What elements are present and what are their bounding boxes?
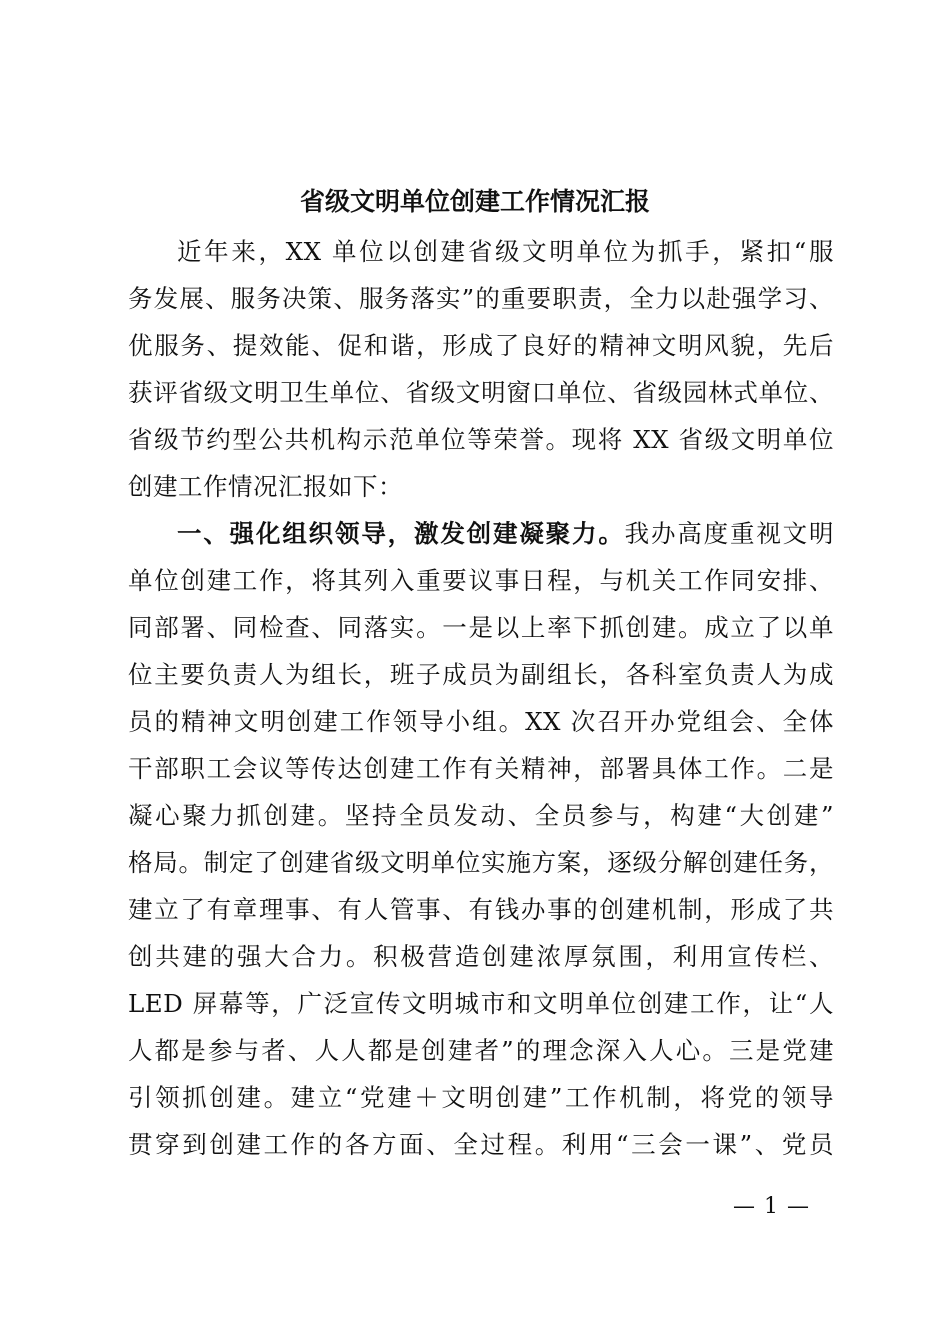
section-heading: 一、强化组织领导，激发创建凝聚力。 bbox=[177, 519, 625, 548]
paragraph-line: 凝心聚力抓创建。坚持全员发动、全员参与，构建“大创建” bbox=[128, 801, 834, 830]
paragraph-line: 创共建的强大合力。积极营造创建浓厚氛围，利用宣传栏、 bbox=[128, 942, 834, 971]
paragraph-line: 员的精神文明创建工作领导小组。XX 次召开办党组会、全体 bbox=[128, 707, 834, 736]
document-title: 省级文明单位创建工作情况汇报 bbox=[299, 187, 650, 216]
paragraph-line: 获评省级文明卫生单位、省级文明窗口单位、省级园林式单位、 bbox=[128, 378, 834, 407]
paragraph-line: 同部署、同检查、同落实。一是以上率下抓创建。成立了以单 bbox=[128, 613, 834, 642]
section-heading-line bbox=[128, 510, 834, 557]
paragraph-line: 省级节约型公共机构示范单位等荣誉。现将 XX 省级文明单位 bbox=[128, 425, 834, 454]
paragraph-line: 优服务、提效能、促和谐，形成了良好的精神文明风貌，先后 bbox=[128, 331, 834, 360]
paragraph-line: 务发展、服务决策、服务落实”的重要职责，全力以赴强学习、 bbox=[128, 284, 834, 313]
paragraph-line: 近年来，XX 单位以创建省级文明单位为抓手，紧扣“服 bbox=[177, 237, 834, 266]
page-number: — 1 — bbox=[733, 1194, 810, 1219]
paragraph-line: 位主要负责人为组长，班子成员为副组长，各科室负责人为成 bbox=[128, 660, 834, 689]
paragraph-line: 建立了有章理事、有人管事、有钱办事的创建机制，形成了共 bbox=[128, 895, 834, 924]
paragraph-line: 贯穿到创建工作的各方面、全过程。利用“三会一课”、党员 bbox=[128, 1130, 834, 1159]
paragraph-line: LED 屏幕等，广泛宣传文明城市和文明单位创建工作，让“人 bbox=[128, 989, 834, 1018]
document-body bbox=[128, 228, 834, 1168]
paragraph-line: 干部职工会议等传达创建工作有关精神，部署具体工作。二是 bbox=[128, 754, 834, 783]
paragraph-line: 人都是参与者、人人都是创建者”的理念深入人心。三是党建 bbox=[128, 1036, 834, 1065]
paragraph-line: 单位创建工作，将其列入重要议事日程，与机关工作同安排、 bbox=[128, 566, 834, 595]
section-heading-continuation: 我办高度重视文明 bbox=[624, 519, 835, 548]
paragraph-line: 引领抓创建。建立“党建＋文明创建”工作机制，将党的领导 bbox=[128, 1083, 834, 1112]
paragraph-line: 创建工作情况汇报如下： bbox=[128, 472, 403, 501]
paragraph-line: 格局。制定了创建省级文明单位实施方案，逐级分解创建任务， bbox=[128, 848, 834, 877]
